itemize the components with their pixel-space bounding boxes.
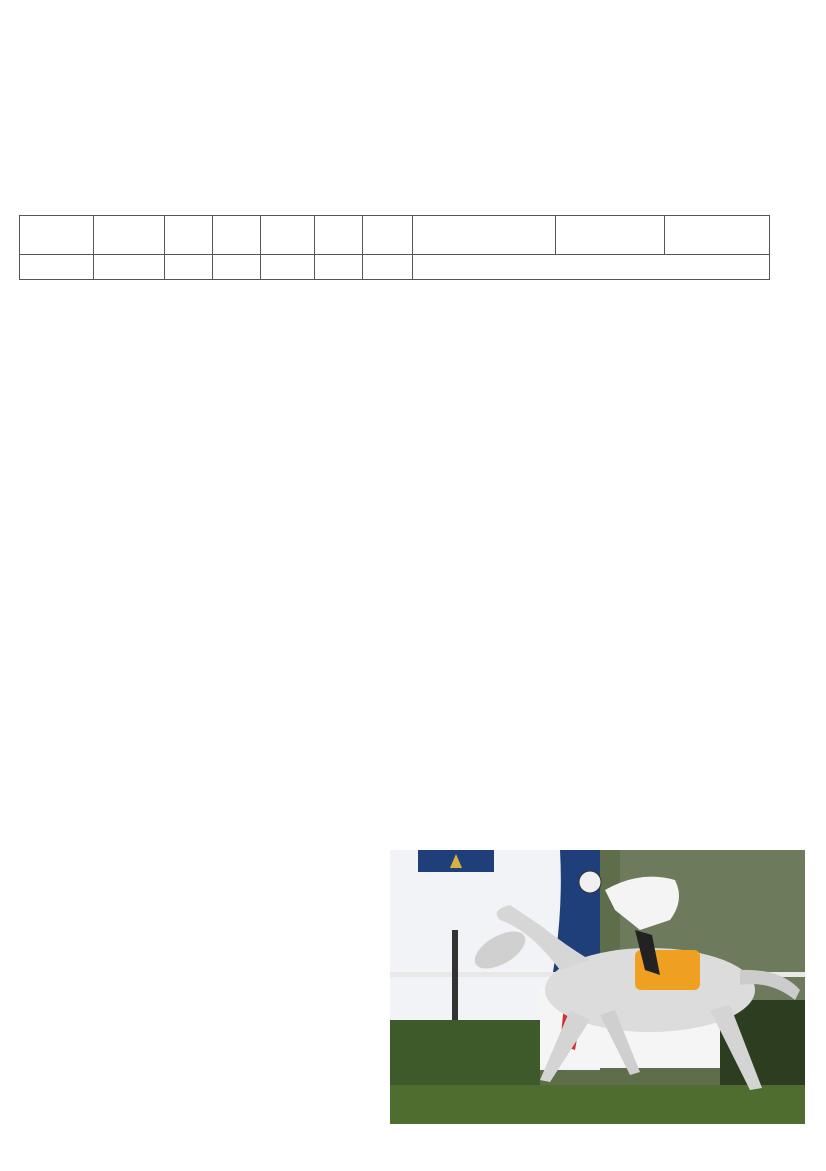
flower-bed: [390, 1020, 540, 1090]
jockey-helmet: [579, 871, 601, 893]
race-statistics-table: [19, 215, 770, 280]
header-starts: [94, 216, 165, 255]
header-fifth: [363, 216, 413, 255]
header-first: [165, 216, 213, 255]
header-gh-flat: [556, 216, 665, 255]
total-fifth: [363, 255, 413, 280]
total-prize: [413, 255, 770, 280]
table-header-row: [20, 216, 770, 255]
total-first: [165, 255, 213, 280]
race-photo: [390, 850, 805, 1124]
total-fourth: [315, 255, 363, 280]
header-second: [213, 216, 261, 255]
header-gh-jump: [665, 216, 770, 255]
grass: [390, 1085, 805, 1124]
total-label: [20, 255, 94, 280]
total-second: [213, 255, 261, 280]
header-age: [20, 216, 94, 255]
header-fourth: [315, 216, 363, 255]
header-prize: [413, 216, 556, 255]
table-total-row: [20, 255, 770, 280]
race-photo-illustration: [390, 850, 805, 1124]
header-third: [261, 216, 315, 255]
total-starts: [94, 255, 165, 280]
total-third: [261, 255, 315, 280]
